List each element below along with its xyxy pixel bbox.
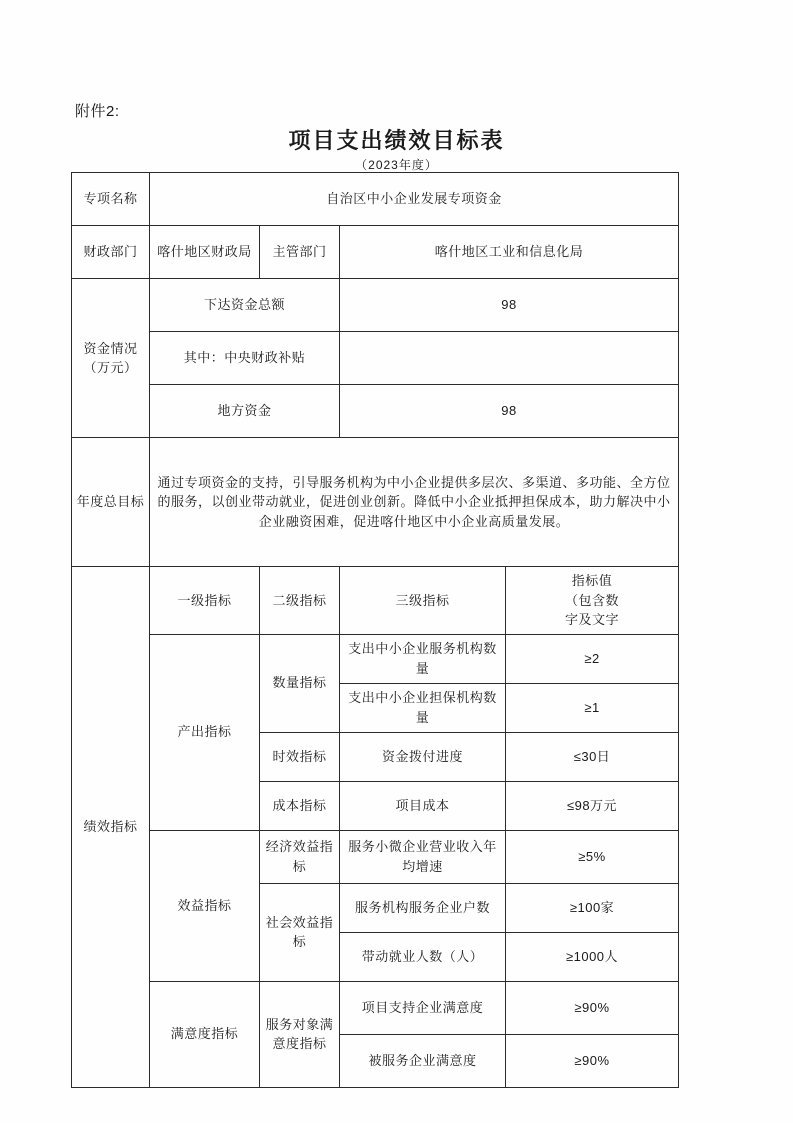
funds-row-name: 下达资金总额 [150, 279, 340, 332]
table-row [72, 332, 679, 385]
indicator-value: ≥90% [506, 981, 679, 1034]
table-row [72, 173, 679, 226]
table-row [72, 981, 679, 1034]
funds-row-name: 地方资金 [150, 385, 340, 438]
indicator-header-value [506, 567, 679, 635]
indicator-level2-social: 社会效益指标 [260, 883, 340, 981]
table-row [72, 385, 679, 438]
table-row [72, 279, 679, 332]
indicator-header-level3: 三级指标 [340, 567, 506, 635]
indicator-level3: 资金拨付进度 [340, 732, 506, 781]
indicator-value: ≤98万元 [506, 781, 679, 830]
indicator-level1-benefit: 效益指标 [150, 830, 260, 981]
indicator-level2-cost: 成本指标 [260, 781, 340, 830]
project-name-label: 专项名称 [72, 173, 150, 226]
indicator-value: ≥5% [506, 830, 679, 883]
indicator-header-value-line2: （包含数 [565, 592, 620, 608]
indicator-value: ≥2 [506, 634, 679, 683]
table-row [72, 567, 679, 635]
performance-label: 绩效指标 [72, 567, 150, 1088]
indicator-level3: 带动就业人数（人） [340, 932, 506, 981]
indicator-value: ≥1 [506, 683, 679, 732]
annual-goal-text: 通过专项资金的支持，引导服务机构为中小企业提供多层次、多渠道、多功能、全方位的服务，以创业带动就业，促进创业创新。降低中小企业抵押担保成本，助力解决中小企业融资困难，促进喀什地区中小企业高质量发展。 [150, 438, 679, 567]
annual-goal-label: 年度总目标 [72, 438, 150, 567]
indicator-level3: 被服务企业满意度 [340, 1034, 506, 1087]
page-subtitle: （2023年度） [355, 158, 438, 172]
table-row [72, 634, 679, 683]
indicator-value: ≤30日 [506, 732, 679, 781]
page-title: 项目支出绩效目标表 [288, 128, 505, 153]
indicator-level3: 服务小微企业营业收入年均增速 [340, 830, 506, 883]
performance-goal-table [71, 172, 679, 1088]
indicator-level3: 项目成本 [340, 781, 506, 830]
indicator-level3: 服务机构服务企业户数 [340, 883, 506, 932]
table-row [72, 438, 679, 567]
indicator-level2-economic: 经济效益指标 [260, 830, 340, 883]
indicator-value: ≥90% [506, 1034, 679, 1087]
funds-label-line1: 资金情况 [83, 340, 138, 356]
indicator-level3: 支出中小企业担保机构数量 [340, 683, 506, 732]
indicator-level3: 支出中小企业服务机构数量 [340, 634, 506, 683]
indicator-value: ≥1000人 [506, 932, 679, 981]
supervisor-dept-label: 主管部门 [260, 226, 340, 279]
indicator-header-level1: 一级指标 [150, 567, 260, 635]
indicator-header-value-line1: 指标值 [571, 573, 613, 588]
project-name-value: 自治区中小企业发展专项资金 [150, 173, 679, 226]
indicator-level2-service-object: 服务对象满意度指标 [260, 981, 340, 1087]
indicator-level1-satisfaction: 满意度指标 [150, 981, 260, 1087]
indicator-level3: 项目支持企业满意度 [340, 981, 506, 1034]
finance-dept-label: 财政部门 [72, 226, 150, 279]
attachment-label: 附件2: [75, 103, 120, 120]
funds-row-value: 98 [340, 279, 679, 332]
supervisor-dept-value: 喀什地区工业和信息化局 [340, 226, 679, 279]
indicator-level1-output: 产出指标 [150, 634, 260, 830]
funds-row-value [340, 332, 679, 385]
indicator-level2-timeliness: 时效指标 [260, 732, 340, 781]
indicator-header-value-line3: 字及文字 [565, 612, 620, 627]
funds-row-value: 98 [340, 385, 679, 438]
funds-label-line2: （万元） [83, 360, 138, 375]
finance-dept-value: 喀什地区财政局 [150, 226, 260, 279]
indicator-header-level2: 二级指标 [260, 567, 340, 635]
funds-row-name: 其中：中央财政补贴 [150, 332, 340, 385]
indicator-level2-quantity: 数量指标 [260, 634, 340, 732]
table-row [72, 226, 679, 279]
indicator-value: ≥100家 [506, 883, 679, 932]
table-row [72, 830, 679, 883]
funds-label [72, 279, 150, 438]
